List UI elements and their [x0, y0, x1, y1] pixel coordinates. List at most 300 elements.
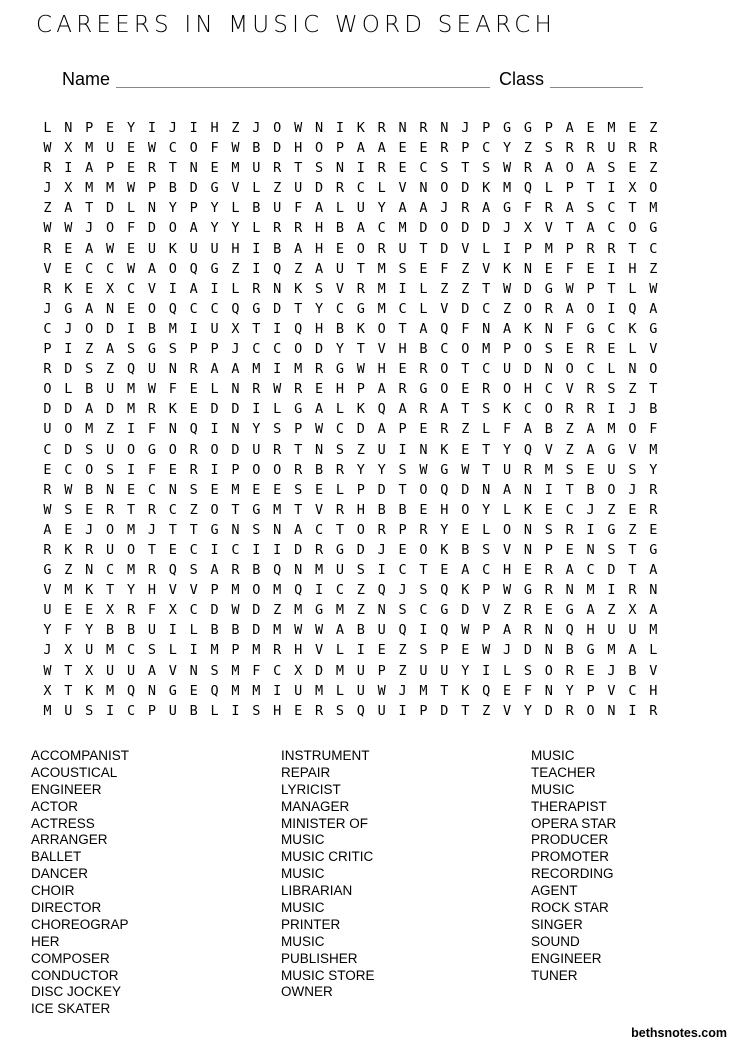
grid-letter[interactable]: H — [377, 361, 386, 378]
grid-letter[interactable]: C — [189, 541, 198, 558]
grid-letter[interactable]: U — [419, 662, 428, 679]
grid-letter[interactable]: R — [482, 381, 491, 398]
grid-letter[interactable]: N — [398, 120, 407, 136]
grid-letter[interactable]: E — [565, 541, 574, 558]
grid-letter[interactable]: W — [565, 280, 574, 297]
grid-letter[interactable]: L — [335, 200, 344, 217]
grid-letter[interactable]: L — [607, 361, 616, 378]
grid-letter[interactable]: T — [628, 240, 637, 257]
grid-letter[interactable]: E — [314, 481, 324, 498]
grid-letter[interactable]: X — [64, 180, 73, 197]
grid-letter[interactable]: T — [565, 481, 574, 498]
grid-letter[interactable]: R — [147, 401, 156, 418]
grid-letter[interactable]: S — [126, 341, 136, 358]
grid-letter[interactable]: Z — [43, 200, 52, 217]
grid-letter[interactable]: E — [126, 481, 136, 498]
grid-letter[interactable]: I — [482, 662, 491, 679]
grid-letter[interactable]: C — [106, 562, 115, 579]
grid-letter[interactable]: A — [294, 521, 303, 538]
grid-letter[interactable]: H — [314, 240, 324, 257]
grid-letter[interactable]: X — [64, 642, 73, 659]
grid-letter[interactable]: O — [586, 702, 595, 719]
grid-letter[interactable]: R — [440, 421, 449, 438]
grid-letter[interactable]: E — [252, 481, 261, 498]
grid-letter[interactable]: H — [649, 682, 658, 699]
grid-letter[interactable]: F — [565, 260, 574, 277]
grid-letter[interactable]: N — [607, 702, 616, 719]
grid-letter[interactable]: I — [607, 260, 616, 277]
grid-letter[interactable]: M — [273, 622, 282, 639]
grid-letter[interactable]: G — [210, 180, 219, 197]
grid-letter[interactable]: E — [126, 240, 136, 257]
grid-letter[interactable]: C — [482, 300, 491, 317]
grid-letter[interactable]: C — [126, 702, 136, 719]
grid-letter[interactable]: T — [461, 361, 470, 378]
grid-letter[interactable]: B — [85, 481, 94, 498]
grid-letter[interactable]: O — [294, 341, 303, 358]
grid-letter[interactable]: A — [461, 562, 470, 579]
grid-letter[interactable]: I — [168, 622, 177, 639]
grid-letter[interactable]: D — [523, 280, 532, 297]
grid-letter[interactable]: B — [189, 702, 198, 719]
grid-letter[interactable]: Z — [607, 602, 616, 619]
grid-letter[interactable]: H — [356, 501, 365, 518]
grid-letter[interactable]: Z — [461, 421, 470, 438]
grid-letter[interactable]: I — [106, 702, 115, 719]
grid-letter[interactable]: N — [544, 642, 553, 659]
grid-letter[interactable]: E — [565, 341, 574, 358]
grid-letter[interactable]: R — [335, 501, 344, 518]
grid-letter[interactable]: R — [377, 521, 386, 538]
grid-letter[interactable]: R — [189, 441, 198, 458]
grid-letter[interactable]: I — [607, 401, 616, 418]
grid-letter[interactable]: O — [523, 300, 532, 317]
grid-letter[interactable]: S — [314, 280, 324, 297]
grid-letter[interactable]: G — [440, 461, 449, 478]
grid-letter[interactable]: S — [168, 341, 177, 358]
grid-letter[interactable]: O — [440, 361, 449, 378]
grid-letter[interactable]: F — [523, 200, 532, 217]
grid-letter[interactable]: M — [126, 381, 136, 398]
grid-letter[interactable]: U — [126, 662, 136, 679]
grid-letter[interactable]: Z — [649, 160, 658, 177]
grid-letter[interactable]: I — [398, 280, 407, 297]
grid-letter[interactable]: R — [147, 562, 156, 579]
grid-letter[interactable]: Q — [126, 361, 136, 378]
grid-letter[interactable]: H — [231, 240, 240, 257]
grid-letter[interactable]: S — [314, 160, 324, 177]
grid-letter[interactable]: M — [231, 160, 240, 177]
grid-letter[interactable]: S — [628, 461, 637, 478]
grid-letter[interactable]: M — [252, 682, 261, 699]
grid-letter[interactable]: V — [168, 582, 177, 599]
grid-letter[interactable]: O — [440, 381, 449, 398]
grid-letter[interactable]: V — [314, 642, 324, 659]
grid-letter[interactable]: C — [586, 562, 595, 579]
grid-letter[interactable]: M — [649, 441, 658, 458]
grid-letter[interactable]: I — [252, 240, 261, 257]
grid-letter[interactable]: E — [126, 140, 136, 157]
grid-letter[interactable]: V — [482, 260, 491, 277]
grid-letter[interactable]: R — [294, 381, 303, 398]
grid-letter[interactable]: J — [147, 521, 156, 538]
grid-letter[interactable]: E — [544, 602, 553, 619]
grid-letter[interactable]: E — [294, 702, 303, 719]
grid-letter[interactable]: K — [523, 501, 532, 518]
grid-letter[interactable]: N — [314, 441, 324, 458]
grid-letter[interactable]: S — [64, 501, 73, 518]
grid-letter[interactable]: U — [607, 622, 616, 639]
grid-letter[interactable]: G — [440, 602, 449, 619]
grid-letter[interactable]: Q — [294, 582, 303, 599]
grid-letter[interactable]: G — [544, 280, 553, 297]
grid-letter[interactable]: T — [419, 240, 428, 257]
grid-letter[interactable]: R — [335, 180, 344, 197]
grid-letter[interactable]: O — [565, 361, 574, 378]
grid-letter[interactable]: T — [461, 401, 470, 418]
grid-letter[interactable]: O — [502, 381, 512, 398]
grid-letter[interactable]: W — [43, 501, 52, 518]
grid-letter[interactable]: L — [252, 220, 261, 237]
grid-letter[interactable]: W — [64, 481, 73, 498]
grid-letter[interactable]: L — [544, 180, 553, 197]
grid-letter[interactable]: J — [43, 642, 52, 659]
grid-letter[interactable]: B — [461, 541, 470, 558]
grid-letter[interactable]: M — [377, 300, 386, 317]
grid-letter[interactable]: R — [314, 541, 324, 558]
grid-letter[interactable]: A — [544, 160, 553, 177]
grid-letter[interactable]: O — [106, 521, 115, 538]
grid-letter[interactable]: I — [126, 461, 136, 478]
grid-letter[interactable]: D — [210, 401, 219, 418]
grid-letter[interactable]: Y — [231, 220, 240, 237]
grid-letter[interactable]: E — [85, 602, 94, 619]
grid-letter[interactable]: R — [43, 240, 52, 257]
grid-letter[interactable]: R — [294, 220, 303, 237]
grid-letter[interactable]: T — [356, 260, 365, 277]
grid-letter[interactable]: A — [147, 260, 156, 277]
grid-letter[interactable]: W — [64, 220, 73, 237]
grid-letter[interactable]: J — [502, 642, 512, 659]
grid-letter[interactable]: I — [419, 622, 428, 639]
grid-letter[interactable]: I — [168, 280, 177, 297]
grid-letter[interactable]: M — [64, 582, 73, 599]
grid-letter[interactable]: M — [106, 682, 115, 699]
grid-letter[interactable]: Z — [273, 180, 282, 197]
grid-letter[interactable]: E — [419, 140, 428, 157]
grid-letter[interactable]: N — [523, 541, 532, 558]
grid-letter[interactable]: M — [85, 180, 94, 197]
grid-letter[interactable]: S — [252, 521, 261, 538]
grid-letter[interactable]: W — [147, 381, 156, 398]
grid-letter[interactable]: N — [231, 521, 240, 538]
grid-letter[interactable]: P — [147, 180, 156, 197]
grid-letter[interactable]: K — [628, 320, 637, 337]
grid-letter[interactable]: G — [523, 120, 532, 136]
grid-letter[interactable]: T — [64, 682, 73, 699]
grid-letter[interactable]: U — [106, 381, 115, 398]
grid-letter[interactable]: D — [419, 220, 428, 237]
grid-letter[interactable]: M — [252, 361, 261, 378]
grid-letter[interactable]: Q — [168, 562, 177, 579]
grid-letter[interactable]: V — [544, 441, 553, 458]
grid-letter[interactable]: I — [210, 421, 219, 438]
grid-letter[interactable]: O — [649, 180, 658, 197]
grid-letter[interactable]: Z — [231, 120, 240, 136]
grid-letter[interactable]: H — [314, 320, 324, 337]
grid-letter[interactable]: G — [252, 300, 261, 317]
grid-letter[interactable]: W — [231, 602, 240, 619]
grid-letter[interactable]: N — [189, 160, 198, 177]
grid-letter[interactable]: C — [43, 441, 52, 458]
grid-letter[interactable]: E — [64, 521, 73, 538]
grid-letter[interactable]: N — [168, 481, 177, 498]
grid-letter[interactable]: F — [147, 461, 156, 478]
grid-letter[interactable]: O — [210, 501, 219, 518]
grid-letter[interactable]: K — [356, 401, 365, 418]
grid-letter[interactable]: A — [419, 200, 428, 217]
grid-letter[interactable]: N — [482, 320, 491, 337]
grid-letter[interactable]: I — [210, 461, 219, 478]
grid-letter[interactable]: R — [273, 220, 282, 237]
grid-letter[interactable]: P — [85, 120, 94, 136]
grid-letter[interactable]: A — [398, 200, 407, 217]
grid-letter[interactable]: D — [356, 541, 365, 558]
grid-letter[interactable]: G — [607, 521, 616, 538]
grid-letter[interactable]: R — [586, 140, 595, 157]
grid-letter[interactable]: N — [106, 481, 115, 498]
grid-letter[interactable]: H — [502, 562, 512, 579]
grid-letter[interactable]: M — [106, 180, 115, 197]
grid-letter[interactable]: D — [314, 180, 324, 197]
grid-letter[interactable]: O — [649, 361, 658, 378]
grid-letter[interactable]: X — [628, 602, 637, 619]
grid-letter[interactable]: Q — [210, 682, 219, 699]
grid-letter[interactable]: M — [85, 421, 94, 438]
grid-letter[interactable]: M — [607, 120, 616, 136]
grid-letter[interactable]: C — [482, 562, 491, 579]
grid-letter[interactable]: M — [126, 401, 136, 418]
grid-letter[interactable]: U — [64, 702, 73, 719]
grid-letter[interactable]: L — [419, 280, 428, 297]
grid-letter[interactable]: C — [189, 602, 198, 619]
grid-letter[interactable]: Q — [440, 320, 449, 337]
grid-letter[interactable]: Y — [85, 622, 94, 639]
grid-letter[interactable]: R — [586, 341, 595, 358]
grid-letter[interactable]: T — [189, 521, 198, 538]
grid-letter[interactable]: Z — [189, 501, 198, 518]
grid-letter[interactable]: V — [461, 240, 470, 257]
grid-letter[interactable]: C — [377, 220, 386, 237]
grid-letter[interactable]: Z — [356, 441, 365, 458]
grid-letter[interactable]: R — [565, 702, 574, 719]
grid-letter[interactable]: O — [210, 441, 219, 458]
grid-letter[interactable]: R — [147, 160, 156, 177]
grid-letter[interactable]: A — [628, 642, 637, 659]
grid-letter[interactable]: Y — [461, 662, 470, 679]
grid-letter[interactable]: B — [252, 562, 261, 579]
grid-letter[interactable]: J — [398, 682, 407, 699]
grid-letter[interactable]: O — [419, 481, 428, 498]
grid-letter[interactable]: M — [649, 622, 658, 639]
grid-letter[interactable]: L — [189, 622, 198, 639]
grid-letter[interactable]: E — [586, 260, 595, 277]
grid-letter[interactable]: J — [64, 320, 73, 337]
grid-letter[interactable]: I — [398, 702, 407, 719]
grid-letter[interactable]: Z — [440, 280, 449, 297]
grid-letter[interactable]: T — [628, 541, 637, 558]
grid-letter[interactable]: O — [273, 120, 282, 136]
grid-letter[interactable]: P — [189, 200, 198, 217]
grid-letter[interactable]: U — [607, 461, 616, 478]
grid-letter[interactable]: C — [126, 642, 136, 659]
grid-letter[interactable]: R — [544, 562, 553, 579]
grid-letter[interactable]: S — [335, 441, 344, 458]
grid-letter[interactable]: W — [482, 642, 491, 659]
grid-letter[interactable]: N — [168, 421, 177, 438]
grid-letter[interactable]: F — [440, 260, 449, 277]
grid-letter[interactable]: R — [523, 622, 532, 639]
grid-letter[interactable]: M — [586, 582, 595, 599]
grid-letter[interactable]: N — [314, 120, 324, 136]
grid-letter[interactable]: Z — [565, 441, 574, 458]
grid-letter[interactable]: U — [106, 662, 115, 679]
grid-letter[interactable]: S — [189, 562, 198, 579]
grid-letter[interactable]: S — [419, 582, 428, 599]
grid-letter[interactable]: H — [210, 120, 219, 136]
grid-letter[interactable]: L — [335, 642, 344, 659]
grid-letter[interactable]: U — [398, 240, 407, 257]
grid-letter[interactable]: Q — [231, 300, 240, 317]
grid-letter[interactable]: L — [502, 662, 512, 679]
grid-letter[interactable]: I — [377, 562, 386, 579]
grid-letter[interactable]: N — [482, 481, 491, 498]
grid-letter[interactable]: C — [168, 140, 177, 157]
grid-letter[interactable]: S — [419, 642, 428, 659]
grid-letter[interactable]: K — [85, 682, 94, 699]
grid-letter[interactable]: V — [377, 341, 386, 358]
grid-letter[interactable]: O — [502, 521, 512, 538]
grid-letter[interactable]: U — [273, 200, 282, 217]
grid-letter[interactable]: A — [502, 320, 512, 337]
grid-letter[interactable]: S — [607, 541, 616, 558]
grid-letter[interactable]: M — [649, 200, 658, 217]
grid-letter[interactable]: G — [607, 441, 616, 458]
grid-letter[interactable]: E — [607, 341, 616, 358]
grid-letter[interactable]: O — [43, 381, 52, 398]
grid-letter[interactable]: G — [419, 381, 428, 398]
grid-letter[interactable]: M — [314, 682, 324, 699]
grid-letter[interactable]: Q — [356, 702, 365, 719]
grid-letter[interactable]: V — [147, 280, 156, 297]
grid-letter[interactable]: C — [398, 300, 407, 317]
grid-letter[interactable]: O — [356, 521, 365, 538]
grid-letter[interactable]: O — [461, 341, 470, 358]
grid-letter[interactable]: D — [252, 602, 261, 619]
grid-letter[interactable]: I — [273, 320, 282, 337]
grid-letter[interactable]: D — [231, 441, 240, 458]
grid-letter[interactable]: U — [43, 421, 52, 438]
grid-letter[interactable]: C — [252, 341, 261, 358]
grid-letter[interactable]: R — [628, 582, 637, 599]
grid-letter[interactable]: G — [168, 682, 177, 699]
grid-letter[interactable]: F — [64, 622, 73, 639]
grid-letter[interactable]: U — [43, 602, 52, 619]
grid-letter[interactable]: T — [85, 200, 94, 217]
grid-letter[interactable]: D — [482, 220, 491, 237]
grid-letter[interactable]: T — [482, 441, 491, 458]
grid-letter[interactable]: Z — [607, 501, 616, 518]
grid-letter[interactable]: I — [356, 160, 365, 177]
grid-letter[interactable]: P — [356, 481, 365, 498]
grid-letter[interactable]: P — [482, 120, 491, 136]
grid-letter[interactable]: Z — [106, 421, 115, 438]
grid-letter[interactable]: O — [314, 140, 324, 157]
grid-letter[interactable]: O — [252, 461, 261, 478]
grid-letter[interactable]: D — [231, 401, 240, 418]
grid-letter[interactable]: R — [586, 240, 595, 257]
grid-letter[interactable]: R — [147, 501, 156, 518]
grid-letter[interactable]: V — [189, 582, 198, 599]
grid-letter[interactable]: F — [649, 421, 658, 438]
grid-letter[interactable]: O — [85, 461, 94, 478]
grid-letter[interactable]: D — [461, 300, 470, 317]
grid-letter[interactable]: S — [544, 140, 553, 157]
grid-letter[interactable]: N — [85, 562, 94, 579]
grid-letter[interactable]: W — [419, 461, 428, 478]
grid-letter[interactable]: D — [356, 421, 365, 438]
grid-letter[interactable]: L — [482, 240, 491, 257]
grid-letter[interactable]: U — [294, 180, 303, 197]
grid-letter[interactable]: N — [544, 622, 553, 639]
grid-letter[interactable]: Z — [649, 120, 658, 136]
grid-letter[interactable]: A — [85, 300, 94, 317]
grid-letter[interactable]: R — [189, 361, 198, 378]
grid-letter[interactable]: Z — [64, 562, 73, 579]
grid-letter[interactable]: Z — [398, 662, 407, 679]
grid-letter[interactable]: Y — [168, 200, 177, 217]
grid-letter[interactable]: P — [565, 180, 574, 197]
grid-letter[interactable]: I — [252, 401, 261, 418]
grid-letter[interactable]: M — [273, 501, 282, 518]
grid-letter[interactable]: R — [126, 602, 136, 619]
grid-letter[interactable]: M — [335, 602, 344, 619]
grid-letter[interactable]: E — [168, 461, 177, 478]
grid-letter[interactable]: T — [126, 501, 136, 518]
grid-letter[interactable]: K — [502, 401, 512, 418]
grid-letter[interactable]: J — [440, 200, 449, 217]
grid-letter[interactable]: M — [294, 361, 303, 378]
grid-letter[interactable]: Z — [356, 582, 365, 599]
grid-letter[interactable]: L — [649, 642, 658, 659]
grid-letter[interactable]: S — [482, 541, 491, 558]
grid-letter[interactable]: S — [356, 562, 365, 579]
grid-letter[interactable]: H — [294, 140, 303, 157]
grid-letter[interactable]: M — [168, 320, 177, 337]
grid-letter[interactable]: R — [314, 361, 324, 378]
grid-letter[interactable]: N — [147, 682, 156, 699]
grid-letter[interactable]: G — [335, 541, 344, 558]
grid-letter[interactable]: W — [502, 582, 512, 599]
grid-letter[interactable]: L — [273, 401, 282, 418]
grid-letter[interactable]: A — [440, 401, 449, 418]
grid-letter[interactable]: J — [43, 300, 52, 317]
grid-letter[interactable]: R — [419, 361, 428, 378]
grid-letter[interactable]: T — [294, 300, 303, 317]
grid-letter[interactable]: N — [649, 582, 658, 599]
grid-letter[interactable]: N — [523, 521, 532, 538]
grid-letter[interactable]: L — [231, 200, 240, 217]
